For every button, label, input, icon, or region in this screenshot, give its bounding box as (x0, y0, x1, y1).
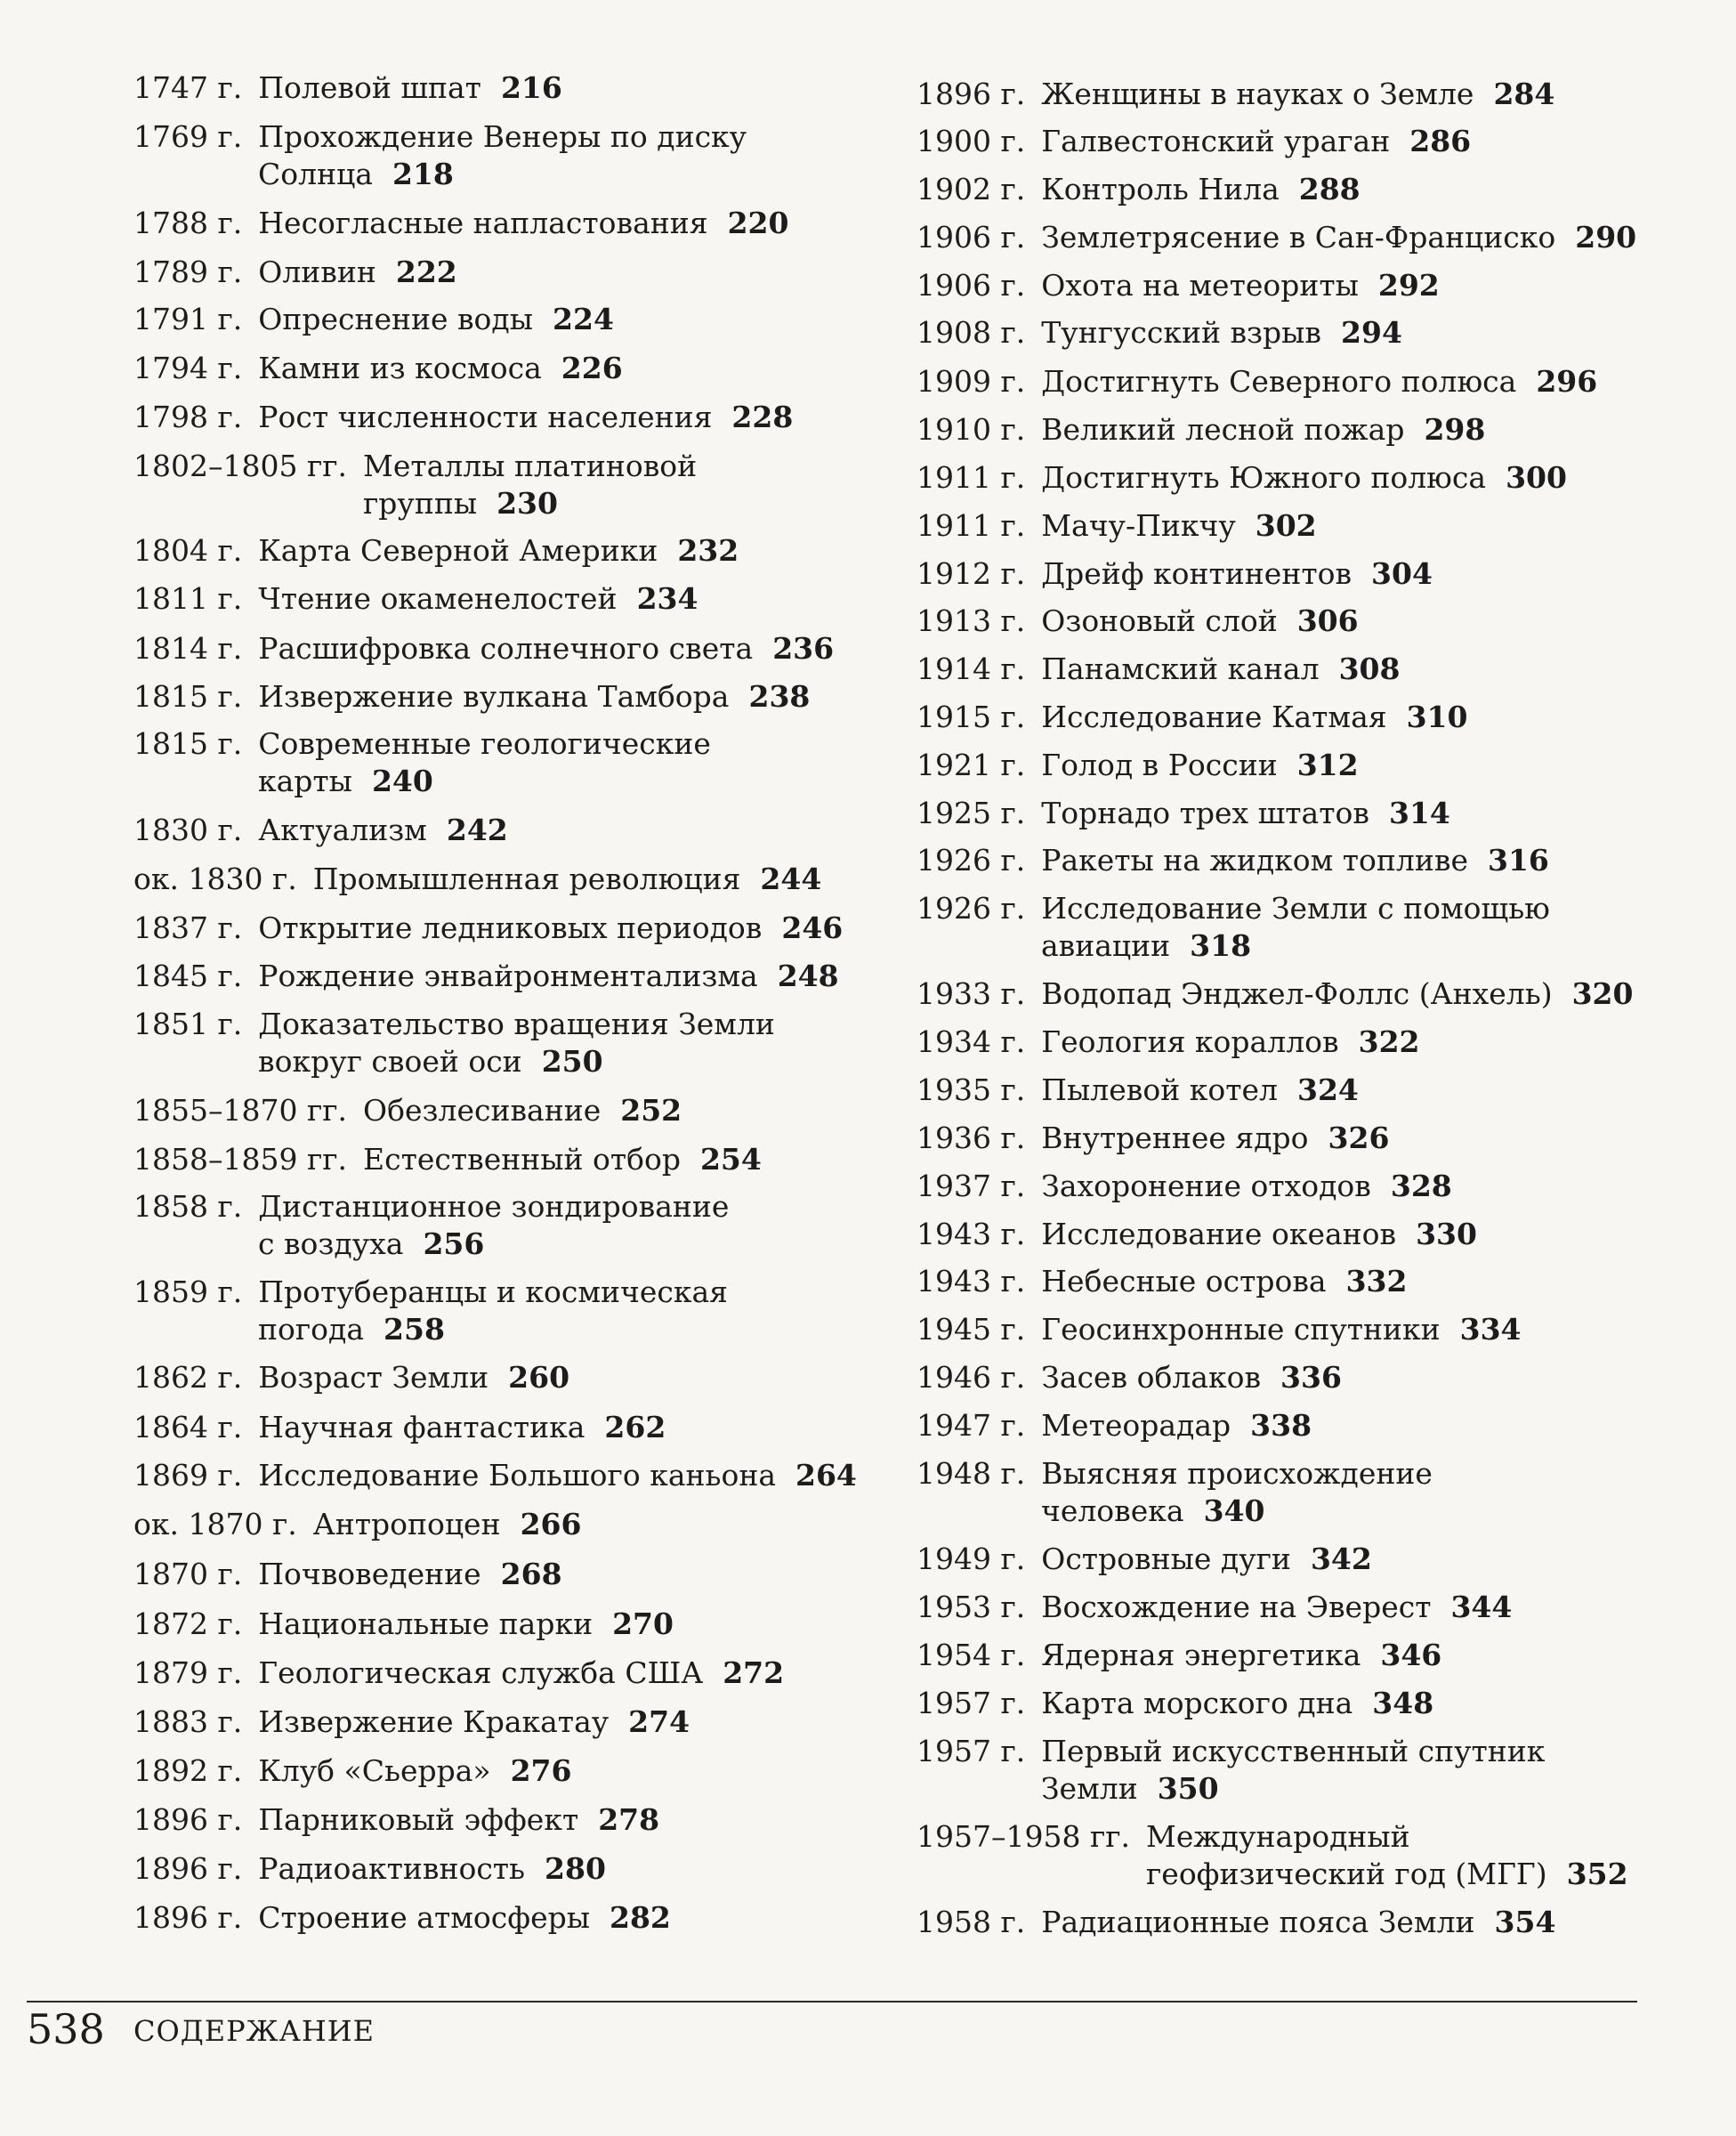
entry-year: 1804 г. (133, 533, 243, 568)
toc-entry (916, 1216, 1477, 1253)
toc-entry (133, 812, 508, 849)
entry-title: Естественный отбор (363, 1142, 681, 1177)
entry-year: 1925 г. (916, 796, 1026, 830)
entry-title: Несогласные напластования (258, 206, 708, 240)
toc-entry (916, 747, 1359, 784)
toc-entry (916, 314, 1402, 352)
toc-entry (916, 1637, 1441, 1674)
section-title: СОДЕРЖАНИЕ (133, 2014, 375, 2048)
toc-entry (916, 123, 1471, 160)
toc-entry (916, 1455, 1433, 1530)
entry-page-number: 316 (1487, 843, 1549, 878)
entry-title: Метеорадар (1041, 1408, 1231, 1443)
entry-title: Мачу-Пикчу (1041, 508, 1236, 543)
entry-title: Охота на метеориты (1041, 268, 1359, 303)
entry-year: 1869 г. (133, 1458, 243, 1493)
entry-year: 1958 г. (916, 1905, 1026, 1939)
page-number: 538 (27, 2005, 105, 2053)
entry-title-continuation: геофизический год (МГГ) (1146, 1857, 1547, 1891)
toc-entry (133, 1092, 682, 1129)
entry-title: Ядерная энергетика (1041, 1638, 1361, 1672)
entry-page-number: 318 (1190, 928, 1252, 963)
entry-page-number: 260 (508, 1360, 570, 1395)
entry-year: 1912 г. (916, 556, 1026, 591)
toc-entry (916, 1263, 1407, 1300)
entry-year: 1851 г. (133, 1007, 243, 1041)
entry-title: Исследование Земли с помощью (1041, 891, 1550, 926)
entry-year: 1896 г. (133, 1851, 243, 1886)
toc-entry (133, 1655, 784, 1692)
entry-year: 1815 г. (133, 679, 243, 714)
entry-title: Антропоцен (312, 1507, 501, 1541)
entry-page-number: 270 (612, 1606, 674, 1641)
toc-entry (916, 975, 1633, 1013)
entry-page-number: 304 (1371, 556, 1433, 591)
toc-entry (133, 1850, 606, 1888)
entry-title-continuation: с воздуха (258, 1226, 404, 1261)
toc-entry (133, 1506, 581, 1543)
entry-year: 1837 г. (133, 910, 243, 945)
entry-year: 1769 г. (133, 119, 243, 154)
entry-page-number: 272 (723, 1655, 785, 1690)
entry-title: Обезлесивание (363, 1093, 602, 1128)
entry-title: Торнадо трех штатов (1041, 796, 1369, 830)
entry-page-number: 242 (446, 813, 508, 847)
entry-page-number: 346 (1380, 1638, 1442, 1672)
entry-year: 1845 г. (133, 959, 243, 993)
toc-entry (133, 1006, 775, 1080)
toc-entry (916, 1733, 1545, 1808)
toc-entry (133, 205, 788, 242)
toc-entry (916, 411, 1485, 449)
toc-entry (916, 219, 1636, 256)
entry-year: 1937 г. (916, 1169, 1026, 1203)
entry-page-number: 246 (781, 910, 844, 945)
entry-title: Чтение окаменелостей (258, 581, 618, 616)
entry-year: 1943 г. (916, 1264, 1026, 1299)
entry-title: Рост численности населения (258, 400, 713, 434)
entry-year: 1947 г. (916, 1408, 1026, 1443)
entry-title: Первый искусственный спутник (1041, 1734, 1546, 1768)
entry-title-continuation: Солнца (258, 157, 373, 191)
entry-year: 1789 г. (133, 255, 243, 289)
toc-entry (133, 580, 698, 618)
entry-year: 1830 г. (133, 813, 243, 847)
entry-title: Парниковый эффект (258, 1802, 579, 1837)
entry-title: Возраст Земли (258, 1360, 489, 1395)
entry-title: Дистанционное зондирование (258, 1189, 730, 1224)
entry-year: 1954 г. (916, 1638, 1026, 1672)
entry-page-number: 342 (1310, 1541, 1372, 1576)
entry-year: 1948 г. (916, 1456, 1026, 1491)
entry-page-number: 292 (1377, 268, 1440, 303)
entry-year: 1896 г. (916, 77, 1026, 111)
entry-title: Озоновый слой (1041, 603, 1278, 638)
toc-entry (133, 1606, 674, 1643)
entry-page-number: 254 (699, 1142, 762, 1177)
toc-entry (133, 1457, 857, 1494)
footer-divider (27, 2001, 1637, 2002)
entry-title: Исследование Катмая (1041, 700, 1387, 734)
entry-title: Исследование океанов (1041, 1217, 1397, 1251)
toc-entry (133, 861, 821, 898)
entry-title: Извержение Кракатау (258, 1704, 610, 1739)
entry-year: 1936 г. (916, 1121, 1026, 1155)
entry-page-number: 332 (1345, 1264, 1408, 1299)
entry-title: Достигнуть Южного полюса (1041, 460, 1487, 495)
entry-title-continuation: человека (1041, 1493, 1184, 1528)
entry-title-continuation: группы (363, 486, 478, 521)
toc-entry (916, 651, 1400, 688)
toc-entry (133, 678, 810, 716)
entry-title: Извержение вулкана Тамбора (258, 679, 730, 714)
entry-page-number: 306 (1296, 603, 1359, 638)
entry-title: Водопад Энджел-Фоллс (Анхель) (1041, 976, 1553, 1011)
entry-page-number: 276 (510, 1753, 572, 1788)
entry-page-number: 322 (1358, 1024, 1420, 1059)
entry-year: 1926 г. (916, 891, 1026, 926)
entry-page-number: 350 (1157, 1771, 1219, 1806)
entry-title: Расшифровка солнечного света (258, 631, 754, 666)
entry-page-number: 248 (777, 959, 839, 993)
toc-entry (133, 254, 457, 291)
entry-title-continuation: вокруг своей оси (258, 1044, 522, 1079)
entry-title: Клуб «Сьерра» (258, 1753, 491, 1788)
entry-title: Великий лесной пожар (1041, 412, 1405, 447)
toc-entry (916, 1541, 1372, 1578)
entry-year: 1945 г. (916, 1312, 1026, 1347)
entry-title: Опреснение воды (258, 302, 534, 336)
entry-page-number: 320 (1571, 976, 1634, 1011)
entry-year: 1914 г. (916, 651, 1026, 686)
entry-page-number: 328 (1390, 1169, 1452, 1203)
entry-title: Протуберанцы и космическая (258, 1274, 728, 1309)
entry-title: Доказательство вращения Земли (258, 1007, 775, 1041)
toc-entry (916, 76, 1554, 113)
entry-year: 1902 г. (916, 172, 1026, 206)
toc-entry (916, 1589, 1512, 1626)
toc-entry (916, 842, 1549, 879)
toc-entry (916, 1311, 1522, 1348)
entry-year: 1953 г. (916, 1590, 1026, 1624)
entry-year: 1815 г. (133, 726, 243, 761)
entry-title: Восхождение на Эверест (1041, 1590, 1432, 1624)
entry-title: Карта Северной Америки (258, 533, 658, 568)
entry-page-number: 266 (520, 1507, 582, 1541)
toc-entry (133, 301, 614, 338)
entry-page-number: 252 (620, 1093, 682, 1128)
entry-page-number: 290 (1575, 220, 1637, 255)
entry-year: 1788 г. (133, 206, 243, 240)
entry-page-number: 274 (628, 1704, 690, 1739)
entry-year: 1864 г. (133, 1410, 243, 1444)
toc-entry (133, 725, 711, 800)
entry-year: 1794 г. (133, 351, 243, 385)
entry-page-number: 230 (497, 486, 558, 521)
entry-year: 1906 г. (916, 268, 1026, 303)
entry-title: Исследование Большого каньона (258, 1458, 776, 1493)
entry-year: 1911 г. (916, 460, 1026, 495)
entry-title: Строение атмосферы (258, 1900, 590, 1935)
entry-year: 1934 г. (916, 1024, 1026, 1059)
entry-page-number: 296 (1536, 364, 1598, 399)
entry-title: Актуализм (258, 813, 427, 847)
entry-year: 1872 г. (133, 1606, 243, 1641)
entry-year: 1858–1859 гг. (133, 1142, 348, 1177)
entry-page-number: 340 (1203, 1493, 1265, 1528)
toc-entry (916, 555, 1433, 593)
entry-year: 1926 г. (916, 843, 1026, 878)
entry-page-number: 216 (500, 70, 562, 105)
entry-year: ок. 1830 г. (133, 862, 297, 896)
entry-year: 1911 г. (916, 508, 1026, 543)
entry-page-number: 298 (1424, 412, 1486, 447)
entry-year: 1896 г. (133, 1900, 243, 1935)
entry-page-number: 338 (1250, 1408, 1312, 1443)
entry-page-number: 218 (392, 157, 454, 191)
entry-year: 1909 г. (916, 364, 1026, 399)
toc-entry (916, 1024, 1420, 1061)
entry-year: 1747 г. (133, 70, 243, 105)
entry-title: Современные геологические (258, 726, 711, 761)
toc-entry (916, 1072, 1359, 1109)
toc-entry (916, 699, 1467, 736)
entry-title: Международный (1146, 1819, 1410, 1854)
toc-entry (916, 363, 1597, 400)
entry-title: Дрейф континентов (1041, 556, 1352, 591)
toc-entry (133, 1409, 666, 1446)
entry-page-number: 286 (1409, 124, 1472, 158)
entry-year: 1896 г. (133, 1802, 243, 1837)
entry-year: 1943 г. (916, 1217, 1026, 1251)
entry-year: 1791 г. (133, 302, 243, 336)
toc-entry (133, 350, 623, 387)
entry-title: Ракеты на жидком топливе (1041, 843, 1468, 878)
entry-year: 1949 г. (916, 1541, 1026, 1576)
entry-title: Женщины в науках о Земле (1041, 77, 1474, 111)
entry-year: 1802–1805 гг. (133, 449, 348, 483)
toc-entry (133, 958, 839, 995)
entry-page-number: 240 (371, 764, 433, 798)
toc-entry (916, 1359, 1342, 1396)
entry-year: ок. 1870 г. (133, 1507, 297, 1541)
entry-year: 1910 г. (916, 412, 1026, 447)
entry-year: 1879 г. (133, 1655, 243, 1690)
entry-page-number: 228 (731, 400, 794, 434)
toc-entry (133, 1141, 762, 1178)
entry-page-number: 238 (748, 679, 811, 714)
entry-title: Почвоведение (258, 1557, 481, 1591)
toc-entry (133, 1703, 690, 1741)
entry-title: Островные дуги (1041, 1541, 1291, 1576)
entry-title: Полевой шпат (258, 70, 481, 105)
toc-entry (916, 1120, 1389, 1157)
entry-page-number: 330 (1416, 1217, 1477, 1251)
toc-entry (133, 1274, 728, 1348)
entry-title: Открытие ледниковых периодов (258, 910, 763, 945)
entry-page-number: 326 (1328, 1121, 1390, 1155)
entry-page-number: 310 (1406, 700, 1468, 734)
entry-year: 1814 г. (133, 631, 243, 666)
entry-year: 1957 г. (916, 1686, 1026, 1720)
toc-entry (133, 399, 793, 436)
entry-year: 1862 г. (133, 1360, 243, 1395)
entry-page-number: 348 (1372, 1686, 1434, 1720)
entry-title: Засев облаков (1041, 1360, 1262, 1395)
entry-year: 1957 г. (916, 1734, 1026, 1768)
entry-year: 1921 г. (916, 748, 1026, 782)
toc-entry (133, 448, 697, 522)
entry-page-number: 234 (636, 581, 698, 616)
toc-entry (916, 267, 1440, 304)
entry-title: Достигнуть Северного полюса (1041, 364, 1517, 399)
entry-page-number: 280 (545, 1851, 606, 1886)
entry-page-number: 312 (1296, 748, 1359, 782)
entry-page-number: 226 (561, 351, 623, 385)
entry-title: Рождение энвайронментализма (258, 959, 758, 993)
entry-title: Контроль Нила (1041, 172, 1280, 206)
entry-title-continuation: погода (258, 1312, 365, 1347)
entry-year: 1858 г. (133, 1189, 243, 1224)
entry-year: 1855–1870 гг. (133, 1093, 348, 1128)
entry-page-number: 336 (1280, 1360, 1342, 1395)
entry-title: Панамский канал (1041, 651, 1320, 686)
entry-year: 1908 г. (916, 315, 1026, 350)
entry-year: 1859 г. (133, 1274, 243, 1309)
entry-title: Карта морского дна (1041, 1686, 1353, 1720)
toc-entry (133, 118, 747, 193)
entry-page-number: 334 (1459, 1312, 1522, 1347)
entry-page-number: 314 (1388, 796, 1450, 830)
entry-page-number: 268 (500, 1557, 562, 1591)
toc-entry (133, 1899, 671, 1937)
entry-page-number: 220 (727, 206, 789, 240)
entry-title: Промышленная революция (312, 862, 741, 896)
toc-entry (133, 1359, 569, 1396)
entry-title: Геологическая служба США (258, 1655, 704, 1690)
toc-entry (133, 1801, 659, 1839)
entry-year: 1811 г. (133, 581, 243, 616)
entry-title: Металлы платиновой (363, 449, 698, 483)
toc-entry (916, 890, 1550, 965)
toc-entry (916, 795, 1450, 832)
entry-year: 1913 г. (916, 603, 1026, 638)
entry-page-number: 256 (423, 1226, 485, 1261)
entry-year: 1870 г. (133, 1557, 243, 1591)
entry-title: Захоронение отходов (1041, 1169, 1371, 1203)
entry-title: Камни из космоса (258, 351, 542, 385)
toc-entry (133, 910, 843, 947)
toc-entry (133, 69, 562, 107)
entry-year: 1933 г. (916, 976, 1026, 1011)
entry-page-number: 300 (1506, 460, 1567, 495)
entry-title: Радиоактивность (258, 1851, 526, 1886)
toc-entry (133, 1752, 571, 1790)
entry-year: 1883 г. (133, 1704, 243, 1739)
toc-entry (916, 1818, 1628, 1893)
entry-page-number: 232 (677, 533, 739, 568)
entry-page-number: 244 (760, 862, 822, 896)
toc-entry (916, 507, 1317, 545)
entry-title: Научная фантастика (258, 1410, 585, 1444)
entry-page-number: 262 (604, 1410, 666, 1444)
toc-entry (133, 630, 834, 668)
toc-entry (916, 459, 1567, 497)
entry-page-number: 288 (1298, 172, 1361, 206)
entry-page-number: 344 (1450, 1590, 1513, 1624)
entry-title: Радиационные пояса Земли (1041, 1905, 1475, 1939)
entry-page-number: 324 (1296, 1072, 1359, 1107)
toc-entry (916, 603, 1359, 640)
entry-title: Выясняя происхождение (1041, 1456, 1433, 1491)
entry-year: 1935 г. (916, 1072, 1026, 1107)
entry-year: 1946 г. (916, 1360, 1026, 1395)
entry-title: Оливин (258, 255, 376, 289)
entry-page-number: 282 (610, 1900, 671, 1935)
entry-year: 1906 г. (916, 220, 1026, 255)
entry-title: Геология кораллов (1041, 1024, 1339, 1059)
entry-page-number: 352 (1566, 1857, 1628, 1891)
entry-page-number: 222 (395, 255, 457, 289)
entry-title: Тунгусский взрыв (1041, 315, 1322, 350)
entry-year: 1892 г. (133, 1753, 243, 1788)
entry-page-number: 354 (1494, 1905, 1556, 1939)
toc-entry (916, 171, 1361, 208)
entry-title: Небесные острова (1041, 1264, 1327, 1299)
toc-entry (133, 532, 739, 570)
entry-page-number: 284 (1493, 77, 1555, 111)
toc-entry (133, 1188, 729, 1263)
entry-title: Голод в России (1041, 748, 1278, 782)
toc-entry (133, 1556, 562, 1593)
entry-title: Национальные парки (258, 1606, 593, 1641)
entry-page-number: 250 (541, 1044, 603, 1079)
toc-entry (916, 1685, 1433, 1722)
entry-year: 1915 г. (916, 700, 1026, 734)
entry-page-number: 278 (598, 1802, 660, 1837)
entry-title: Галвестонский ураган (1041, 124, 1391, 158)
toc-entry (916, 1407, 1312, 1444)
entry-year: 1900 г. (916, 124, 1026, 158)
entry-page-number: 302 (1255, 508, 1317, 543)
toc-entry (916, 1168, 1452, 1205)
entry-page-number: 224 (553, 302, 614, 336)
toc-entry (916, 1904, 1555, 1941)
entry-title: Геосинхронные спутники (1041, 1312, 1441, 1347)
entry-title-continuation: авиации (1041, 928, 1171, 963)
entry-title: Прохождение Венеры по диску (258, 119, 747, 154)
entry-title-continuation: карты (258, 764, 352, 798)
entry-title: Внутреннее ядро (1041, 1121, 1309, 1155)
entry-page-number: 308 (1338, 651, 1401, 686)
entry-page-number: 258 (384, 1312, 445, 1347)
entry-year: 1957–1958 гг. (916, 1819, 1131, 1854)
entry-year: 1798 г. (133, 400, 243, 434)
entry-title: Землетрясение в Сан-Франциско (1041, 220, 1556, 255)
entry-page-number: 264 (795, 1458, 857, 1493)
entry-title: Пылевой котел (1041, 1072, 1278, 1107)
entry-page-number: 236 (772, 631, 835, 666)
entry-page-number: 294 (1341, 315, 1402, 350)
entry-title-continuation: Земли (1041, 1771, 1138, 1806)
